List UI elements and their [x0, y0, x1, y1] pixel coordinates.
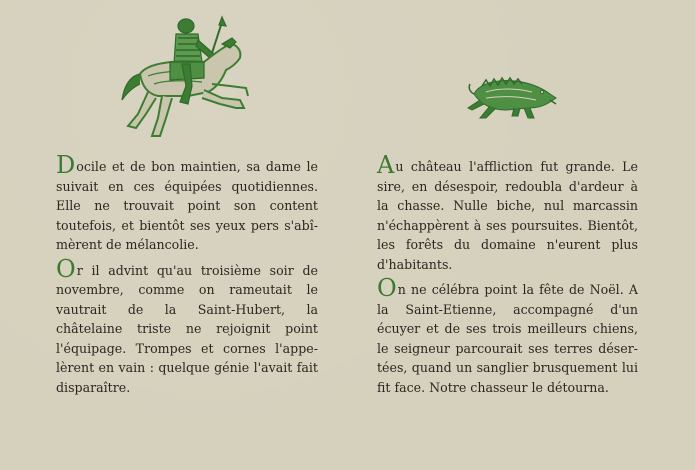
dropcap-o: O: [56, 254, 76, 283]
text-line: ocile et de bon maintien, sa dame: [76, 159, 301, 174]
woodcut-wild-boar-icon: [466, 74, 558, 122]
paragraph-docile: [56, 151, 318, 255]
text-line: le seigneur parcourait ses terres déser-: [377, 340, 638, 356]
text-line: A la Saint-Etienne, accompagné d'un: [377, 282, 638, 317]
text-line: la chasse. Nulle biche, nul marcassin: [377, 198, 638, 213]
text-line: toutefois, et bientôt ses yeux pers s'abî-: [56, 217, 318, 233]
text-line: écuyer et de ses trois meilleurs chiens,: [377, 321, 638, 336]
text-line: n'échappèrent à ses poursuites. Bientôt,: [377, 217, 638, 233]
woodcut-horseman-with-spear-icon: [118, 14, 253, 140]
text-line: le suivait en ces équipées quotidiennes.: [56, 159, 318, 194]
paragraph-on-ne-celebra: [377, 274, 638, 397]
text-line: tées, quand un sanglier brusquement: [377, 360, 618, 375]
text-line: sire, en désespoir, redoubla d'ardeur à: [377, 178, 638, 194]
text-line: d'habitants.: [377, 256, 453, 272]
left-text-column: [56, 151, 318, 403]
text-line: n ne célébra point la fête de Noël.: [397, 282, 624, 297]
right-text-column: [377, 151, 638, 403]
text-line: lèrent en vain : quelque génie l'avait: [56, 360, 293, 375]
paragraph-au-chateau: [377, 151, 638, 274]
text-line: le vautrait de la Saint-Hubert, la: [56, 282, 318, 317]
text-line: fait disparaître.: [56, 360, 318, 395]
text-line: de novembre, comme on rameutait: [56, 262, 318, 297]
text-line: l'équipage. Trompes et cornes l'appe-: [56, 340, 318, 356]
text-line: Elle ne trouvait point son content: [56, 198, 318, 213]
text-line: r il advint qu'au troisième soir: [76, 262, 294, 278]
dropcap-d: D: [56, 151, 76, 179]
dropcap-o: O: [377, 274, 397, 302]
text-line: mèrent de mélancolie.: [56, 237, 199, 252]
text-line: lui fit face. Notre chasseur le détourna.: [377, 360, 638, 395]
text-line: châtelaine triste ne rejoignit point: [56, 321, 318, 336]
text-line: u château l'affliction fut grande. Le: [395, 159, 638, 174]
paragraph-or-il-advint: [56, 254, 318, 398]
dropcap-a: A: [377, 151, 395, 179]
text-line: les forêts du domaine n'eurent plus: [377, 237, 638, 252]
